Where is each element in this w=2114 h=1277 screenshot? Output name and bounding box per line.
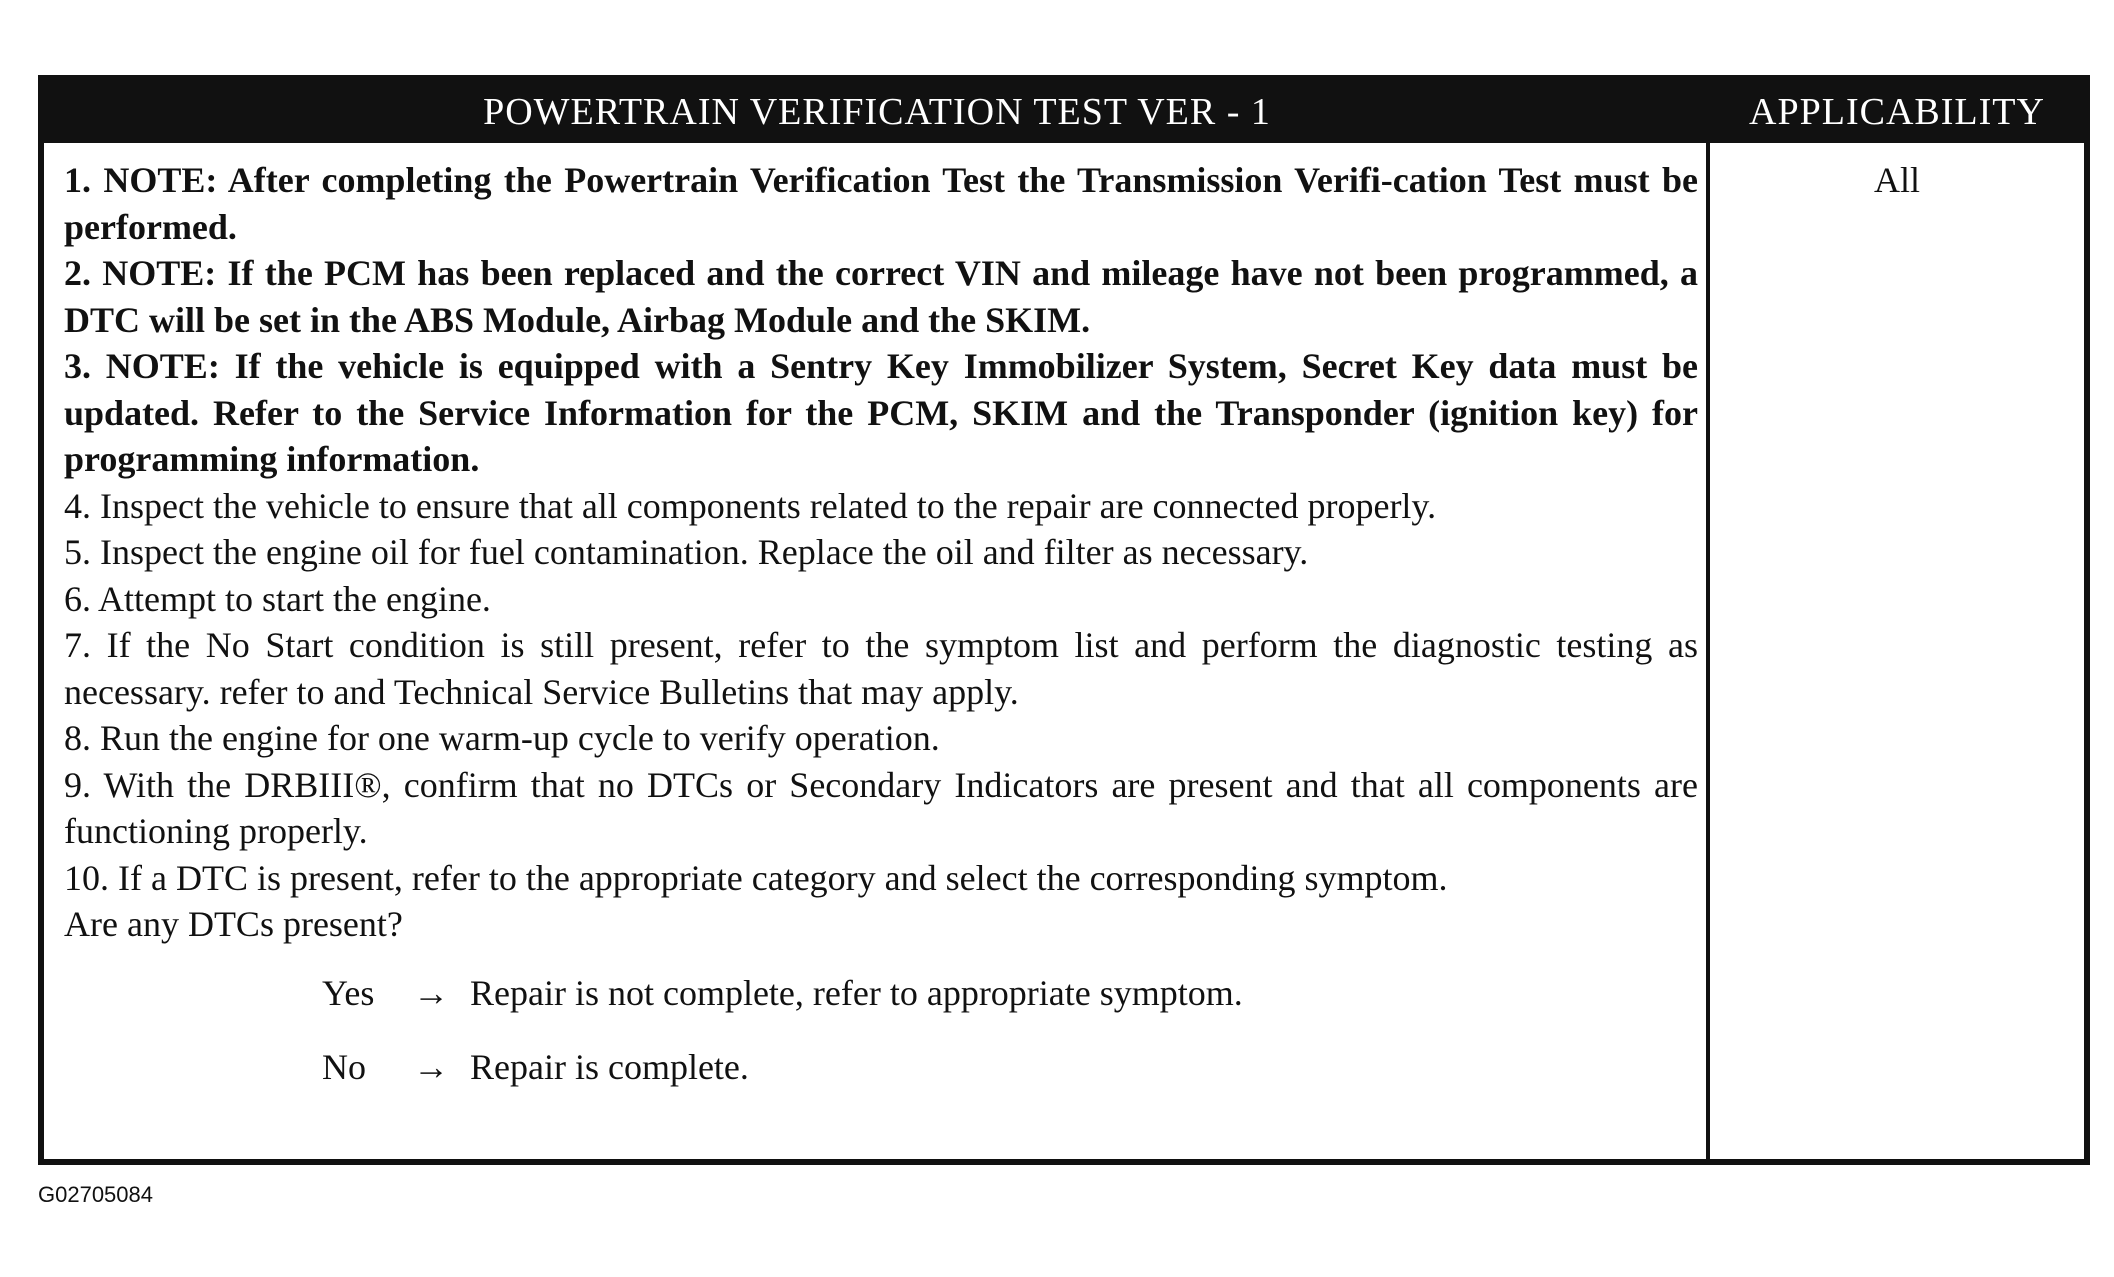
step-2-note: 2. NOTE: If the PCM has been replaced and the correct VIN and mileage have not been programmed, a DTC will be set in the ABS Module, Airbag Module and the SKIM. <box>64 253 1698 340</box>
table-header-row <box>44 81 2084 143</box>
step-5: 5. Inspect the engine oil for fuel contamination. Replace the oil and filter as necessary. <box>64 532 1309 572</box>
answer-yes-key: Yes <box>322 972 375 1013</box>
step-6: 6. Attempt to start the engine. <box>64 578 491 619</box>
step-3-note: 3. NOTE: If the vehicle is equipped with a Sentry Key Immobilizer System, Secret Key data must be updated. Refer to the Service Information for the PCM, SKIM and the Transponder (ignition key) for programming information. <box>64 346 1698 479</box>
procedure-cell <box>44 143 1710 1159</box>
step-7: 7. If the No Start condition is still present, refer to the symptom list and perform the diagnostic testing as necessary. refer to and Technical Service Bulletins that may apply. <box>64 625 1698 712</box>
right-arrow-icon: → <box>413 1046 449 1087</box>
answer-list <box>64 970 1706 1090</box>
table-body-row <box>44 143 2084 1159</box>
table-title: POWERTRAIN VERIFICATION TEST VER - 1 <box>483 91 1271 133</box>
step-4: 4. Inspect the vehicle to ensure that all components related to the repair are connected properly. <box>64 485 1437 526</box>
step-1-note: 1. NOTE: After completing the Powertrain Verification Test the Transmission Verifi-cation Test must be performed. <box>64 160 1698 247</box>
answer-no <box>64 1044 1706 1090</box>
verification-test-table <box>38 75 2090 1165</box>
answer-no-text: Repair is complete. <box>470 1046 749 1087</box>
answer-yes <box>64 970 1706 1016</box>
right-arrow-icon: → <box>413 972 449 1013</box>
figure-id: G02705084 <box>38 1182 153 1207</box>
step-10: 10. If a DTC is present, refer to the appropriate category and select the corresponding symptom. <box>64 857 1448 898</box>
applicability-header: APPLICABILITY <box>1749 91 2045 133</box>
answer-no-key: No <box>322 1046 366 1087</box>
question: Are any DTCs present? <box>64 904 403 944</box>
step-9: 9. With the DRBIII®, confirm that no DTCs or Secondary Indicators are present and that all components are functioning properly. <box>64 764 1698 851</box>
applicability-cell: All <box>1873 160 1920 200</box>
answer-yes-text: Repair is not complete, refer to appropriate symptom. <box>470 972 1243 1013</box>
step-8: 8. Run the engine for one warm-up cycle to verify operation. <box>64 718 940 758</box>
